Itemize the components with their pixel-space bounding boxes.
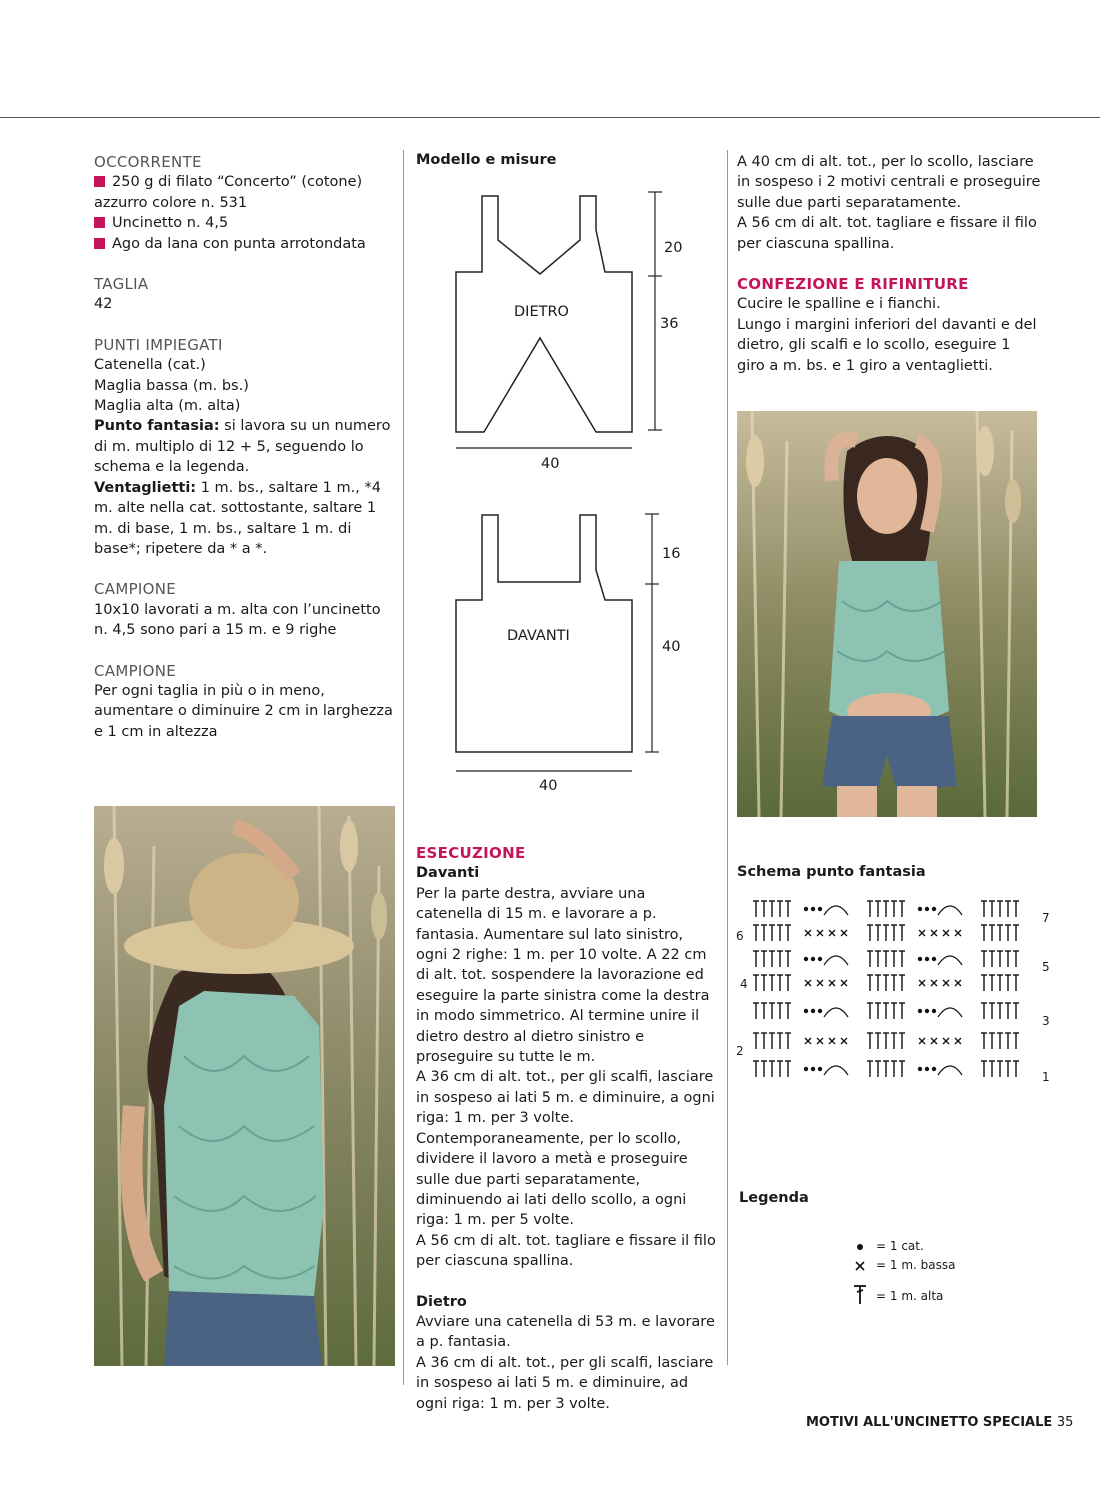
davanti-dim-side: 40: [662, 639, 681, 655]
double-crochet-icon: [875, 975, 881, 991]
chain-dot-icon: [811, 1009, 815, 1013]
double-crochet-icon: [989, 951, 995, 967]
single-crochet-cross-icon: [931, 980, 937, 986]
double-crochet-icon: [854, 1286, 866, 1304]
double-crochet-icon: [867, 1061, 873, 1077]
double-crochet-icon: [989, 1033, 995, 1049]
bullet-square-icon: [94, 217, 105, 228]
double-crochet-icon: [867, 1003, 873, 1019]
double-crochet-icon: [997, 975, 1003, 991]
chain-dot-icon: [804, 1067, 808, 1071]
chain-dot-icon: [925, 957, 929, 961]
double-crochet-icon: [1005, 901, 1011, 917]
double-crochet-icon: [761, 951, 767, 967]
double-crochet-icon: [899, 1061, 905, 1077]
chain-dot-icon: [932, 957, 936, 961]
single-crochet-cross-icon: [817, 980, 823, 986]
single-crochet-cross-icon: [841, 980, 847, 986]
double-crochet-icon: [1013, 901, 1019, 917]
chain-dot-icon: [925, 1067, 929, 1071]
campione-size-section: [94, 661, 394, 743]
single-crochet-cross-icon: [829, 980, 835, 986]
davanti-paragraph: Per la parte destra, avviare una catenella di 15 m. e lavorare a p. fantasia. Aumentare sul lato sinistro, ogni 2 righe: 1 m. per 10 volte. A 22 cm di alt. tot. sospendere la lavorazione ed eseguire la parte sinistra come la destra in modo simmetrico. Al termine unire il dietro destro al dietro sinistro e proseguire su tutte le m.: [416, 885, 710, 1066]
double-crochet-icon: [875, 1033, 881, 1049]
confezione-paragraph: Lungo i margini inferiori del davanti e del dietro, gli scalfi e lo scollo, eseguire 1 giro a m. bs. e 1 giro a ventaglietti.: [737, 316, 1037, 374]
double-crochet-icon: [981, 975, 987, 991]
chain-dot-icon: [925, 907, 929, 911]
row-number: 3: [1042, 1014, 1050, 1028]
davanti-dim-width: 40: [539, 778, 558, 794]
davanti-heading: Davanti: [416, 865, 480, 882]
double-crochet-icon: [1013, 951, 1019, 967]
double-crochet-icon: [891, 901, 897, 917]
size-schematic: [440, 180, 700, 820]
double-crochet-icon: [1013, 1003, 1019, 1019]
double-crochet-icon: [753, 925, 759, 941]
dietro-paragraph: A 36 cm di alt. tot., per gli scalfi, lasciare in sospeso ai lati 5 m. e diminuire, ad ogni riga: 1 m. per 3 volte.: [416, 1354, 714, 1412]
chain-dot-icon: [811, 907, 815, 911]
single-crochet-cross-icon: [943, 980, 949, 986]
double-crochet-icon: [981, 1033, 987, 1049]
double-crochet-icon: [761, 1003, 767, 1019]
row-number: 2: [736, 1044, 744, 1058]
double-crochet-icon: [883, 901, 889, 917]
double-crochet-icon: [875, 1061, 881, 1077]
double-crochet-icon: [997, 951, 1003, 967]
single-crochet-cross-icon: [919, 930, 925, 936]
dietro-heading: Dietro: [416, 1293, 467, 1310]
double-crochet-icon: [899, 925, 905, 941]
fan-arc: [938, 1008, 962, 1017]
double-crochet-icon: [867, 951, 873, 967]
page-footer: [806, 1415, 1073, 1430]
double-crochet-icon: [867, 925, 873, 941]
double-crochet-icon: [875, 901, 881, 917]
ventaglietti-desc: Ventaglietti: 1 m. bs., saltare 1 m., *4 m. alte nella cat. sottostante, saltare 1 m. di base, 1 m. bs., saltare 1 m. di base*; ripetere da * a *.: [94, 479, 381, 557]
double-crochet-icon: [753, 1061, 759, 1077]
double-crochet-icon: [891, 1061, 897, 1077]
double-crochet-icon: [785, 1033, 791, 1049]
double-crochet-icon: [883, 1061, 889, 1077]
chain-dot-icon: [857, 1244, 863, 1250]
chain-dot-icon: [804, 907, 808, 911]
single-crochet-cross-icon: [856, 1262, 864, 1270]
double-crochet-icon: [883, 925, 889, 941]
taglia-section: [94, 274, 394, 315]
punti-heading: PUNTI IMPIEGATI: [94, 335, 223, 354]
modello-heading: Modello e misure: [416, 152, 557, 168]
schema-heading: Schema punto fantasia: [737, 864, 926, 880]
double-crochet-icon: [989, 925, 995, 941]
dietro-dim-width: 40: [541, 456, 560, 472]
double-crochet-icon: [1005, 925, 1011, 941]
column-divider-1: [403, 150, 404, 1385]
chain-dot-icon: [811, 957, 815, 961]
double-crochet-icon: [785, 975, 791, 991]
punto-fantasia-desc: Punto fantasia: si lavora su un numero di m. multiplo di 12 + 5, seguendo lo schema e la legenda.: [94, 418, 391, 476]
fan-arc: [824, 956, 848, 965]
double-crochet-icon: [891, 925, 897, 941]
chain-dot-icon: [804, 1009, 808, 1013]
legend-single-crochet: = 1 m. bassa: [876, 1258, 956, 1272]
double-crochet-icon: [769, 901, 775, 917]
header-rule: [0, 117, 1100, 118]
row-number: 1: [1042, 1070, 1050, 1084]
chain-dot-icon: [804, 957, 808, 961]
single-crochet-cross-icon: [829, 930, 835, 936]
double-crochet-icon: [883, 975, 889, 991]
double-crochet-icon: [785, 951, 791, 967]
single-crochet-cross-icon: [817, 1038, 823, 1044]
double-crochet-icon: [769, 1033, 775, 1049]
fan-arc: [938, 956, 962, 965]
double-crochet-icon: [891, 951, 897, 967]
double-crochet-icon: [883, 951, 889, 967]
double-crochet-icon: [769, 951, 775, 967]
double-crochet-icon: [875, 925, 881, 941]
davanti-label: DAVANTI: [507, 628, 570, 644]
chain-dot-icon: [818, 1067, 822, 1071]
row-number: 7: [1042, 911, 1050, 925]
legenda-heading: Legenda: [739, 1190, 809, 1206]
double-crochet-icon: [753, 1003, 759, 1019]
double-crochet-icon: [769, 1061, 775, 1077]
fan-arc: [824, 1008, 848, 1017]
double-crochet-icon: [875, 951, 881, 967]
bullet-square-icon: [94, 176, 105, 187]
fan-arc: [824, 906, 848, 915]
legend-chain: = 1 cat.: [876, 1239, 924, 1253]
double-crochet-icon: [777, 951, 783, 967]
double-crochet-icon: [761, 1033, 767, 1049]
fan-arc: [824, 1066, 848, 1075]
double-crochet-icon: [1005, 1033, 1011, 1049]
double-crochet-icon: [777, 901, 783, 917]
confezione-heading: CONFEZIONE E RIFINITURE: [737, 275, 969, 294]
confezione-paragraph: Cucire le spalline e i fianchi.: [737, 296, 941, 313]
single-crochet-cross-icon: [817, 930, 823, 936]
campione-heading: CAMPIONE: [94, 580, 177, 599]
campione-section: [94, 579, 394, 640]
double-crochet-icon: [1013, 1033, 1019, 1049]
scollo-paragraph: A 40 cm di alt. tot., per lo scollo, lasciare in sospeso i 2 motivi centrali e proseguire sulle due parti separatamente.: [737, 154, 1041, 211]
double-crochet-icon: [1013, 1061, 1019, 1077]
double-crochet-icon: [989, 1061, 995, 1077]
double-crochet-icon: [875, 1003, 881, 1019]
double-crochet-icon: [777, 1033, 783, 1049]
chain-dot-icon: [918, 907, 922, 911]
stitch-chart-symbols: [752, 893, 1052, 1098]
column-divider-2: [727, 150, 728, 1365]
double-crochet-icon: [981, 951, 987, 967]
double-crochet-icon: [867, 901, 873, 917]
double-crochet-icon: [989, 975, 995, 991]
double-crochet-icon: [785, 925, 791, 941]
double-crochet-icon: [997, 925, 1003, 941]
double-crochet-icon: [981, 1061, 987, 1077]
model-photo-back: [94, 806, 395, 1366]
double-crochet-icon: [769, 925, 775, 941]
dietro-dim-side: 36: [660, 316, 679, 332]
double-crochet-icon: [753, 951, 759, 967]
double-crochet-icon: [883, 1033, 889, 1049]
single-crochet-cross-icon: [931, 930, 937, 936]
chain-dot-icon: [932, 1009, 936, 1013]
double-crochet-icon: [785, 1003, 791, 1019]
row-number: 5: [1042, 960, 1050, 974]
double-crochet-icon: [777, 1061, 783, 1077]
magazine-title: MOTIVI ALL'UNCINETTO SPECIALE: [806, 1415, 1053, 1430]
double-crochet-icon: [761, 1061, 767, 1077]
single-crochet-cross-icon: [943, 930, 949, 936]
double-crochet-icon: [883, 1003, 889, 1019]
double-crochet-icon: [753, 1033, 759, 1049]
single-crochet-cross-icon: [931, 1038, 937, 1044]
double-crochet-icon: [981, 925, 987, 941]
double-crochet-icon: [981, 901, 987, 917]
double-crochet-icon: [981, 1003, 987, 1019]
davanti-paragraph: A 36 cm di alt. tot., per gli scalfi, lasciare in sospeso ai lati 5 m. e diminuire, a ogni riga: 1 m. per 3 volte. Contemporaneamente, per lo scollo, dividere il lavoro a metà e proseguire sulle due parti separatamente, diminuendo ai lati dello scollo, a ogni riga: 1 m. per 5 volte.: [416, 1069, 715, 1229]
double-crochet-icon: [769, 1003, 775, 1019]
double-crochet-icon: [899, 901, 905, 917]
double-crochet-icon: [997, 1003, 1003, 1019]
materials-column: [94, 152, 394, 762]
fan-arc: [938, 1066, 962, 1075]
taglia-heading: TAGLIA: [94, 275, 149, 294]
single-crochet-cross-icon: [805, 1038, 811, 1044]
campione-text: 10x10 lavorati a m. alta con l’uncinetto n. 4,5 sono pari a 15 m. e 9 righe: [94, 601, 381, 639]
chain-dot-icon: [932, 907, 936, 911]
double-crochet-icon: [769, 975, 775, 991]
stitch-line: Maglia alta (m. alta): [94, 398, 241, 415]
double-crochet-icon: [867, 1033, 873, 1049]
double-crochet-icon: [989, 901, 995, 917]
chain-dot-icon: [925, 1009, 929, 1013]
chain-dot-icon: [918, 1009, 922, 1013]
stitch-line: Maglia bassa (m. bs.): [94, 377, 249, 394]
chain-dot-icon: [811, 1067, 815, 1071]
single-crochet-cross-icon: [943, 1038, 949, 1044]
double-crochet-icon: [1013, 925, 1019, 941]
legend-list: [850, 1238, 1000, 1308]
double-crochet-icon: [785, 901, 791, 917]
double-crochet-icon: [891, 975, 897, 991]
double-crochet-icon: [777, 1003, 783, 1019]
chain-dot-icon: [932, 1067, 936, 1071]
dietro-dim-top: 20: [664, 240, 683, 256]
legend-double-crochet: = 1 m. alta: [876, 1289, 944, 1303]
single-crochet-cross-icon: [919, 1038, 925, 1044]
double-crochet-icon: [997, 1061, 1003, 1077]
campione-size-text: Per ogni taglia in più o in meno, aumentare o diminuire 2 cm in larghezza e 1 cm in altezza: [94, 682, 393, 740]
model-photo-front: [737, 411, 1037, 817]
double-crochet-icon: [1005, 951, 1011, 967]
double-crochet-icon: [899, 975, 905, 991]
double-crochet-icon: [753, 901, 759, 917]
double-crochet-icon: [777, 925, 783, 941]
single-crochet-cross-icon: [805, 930, 811, 936]
occorrente-section: [94, 152, 394, 254]
chain-dot-icon: [918, 1067, 922, 1071]
double-crochet-icon: [899, 951, 905, 967]
material-item: Ago da lana con punta arrotondata: [94, 234, 394, 254]
finishing-column: [737, 152, 1042, 376]
occorrente-heading: OCCORRENTE: [94, 153, 202, 171]
spallina-paragraph: A 56 cm di alt. tot. tagliare e fissare il filo per ciascuna spallina.: [737, 215, 1037, 252]
double-crochet-icon: [1005, 1003, 1011, 1019]
punti-section: [94, 335, 394, 559]
single-crochet-cross-icon: [841, 1038, 847, 1044]
double-crochet-icon: [777, 975, 783, 991]
double-crochet-icon: [761, 925, 767, 941]
esecuzione-heading: ESECUZIONE: [416, 844, 526, 862]
double-crochet-icon: [753, 975, 759, 991]
double-crochet-icon: [1013, 975, 1019, 991]
double-crochet-icon: [891, 1033, 897, 1049]
single-crochet-cross-icon: [955, 930, 961, 936]
row-number: 6: [736, 929, 744, 943]
double-crochet-icon: [1005, 975, 1011, 991]
davanti-dim-top: 16: [662, 546, 681, 562]
dietro-label: DIETRO: [514, 304, 569, 320]
chain-dot-icon: [818, 907, 822, 911]
material-item: Uncinetto n. 4,5: [94, 213, 394, 233]
single-crochet-cross-icon: [805, 980, 811, 986]
double-crochet-icon: [997, 901, 1003, 917]
single-crochet-cross-icon: [829, 1038, 835, 1044]
fan-arc: [938, 906, 962, 915]
chain-dot-icon: [818, 1009, 822, 1013]
double-crochet-icon: [997, 1033, 1003, 1049]
single-crochet-cross-icon: [919, 980, 925, 986]
double-crochet-icon: [989, 1003, 995, 1019]
stitch-chart: [732, 893, 1052, 1098]
davanti-paragraph: A 56 cm di alt. tot. tagliare e fissare il filo per ciascuna spallina.: [416, 1232, 716, 1270]
single-crochet-cross-icon: [955, 980, 961, 986]
stitch-line: Catenella (cat.): [94, 357, 206, 374]
esecuzione-section: [416, 843, 716, 1414]
dietro-paragraph: Avviare una catenella di 53 m. e lavorare a p. fantasia.: [416, 1313, 715, 1351]
double-crochet-icon: [785, 1061, 791, 1077]
double-crochet-icon: [899, 1033, 905, 1049]
chain-dot-icon: [818, 957, 822, 961]
chain-dot-icon: [918, 957, 922, 961]
double-crochet-icon: [891, 1003, 897, 1019]
double-crochet-icon: [899, 1003, 905, 1019]
single-crochet-cross-icon: [955, 1038, 961, 1044]
double-crochet-icon: [761, 975, 767, 991]
double-crochet-icon: [1005, 1061, 1011, 1077]
double-crochet-icon: [867, 975, 873, 991]
bullet-square-icon: [94, 238, 105, 249]
single-crochet-cross-icon: [841, 930, 847, 936]
page-number: 35: [1056, 1415, 1074, 1430]
material-item: 250 g di filato “Concerto” (cotone) azzurro colore n. 531: [94, 174, 363, 211]
campione-heading: CAMPIONE: [94, 661, 177, 680]
taglia-value: 42: [94, 296, 113, 313]
row-number: 4: [740, 977, 748, 991]
double-crochet-icon: [761, 901, 767, 917]
